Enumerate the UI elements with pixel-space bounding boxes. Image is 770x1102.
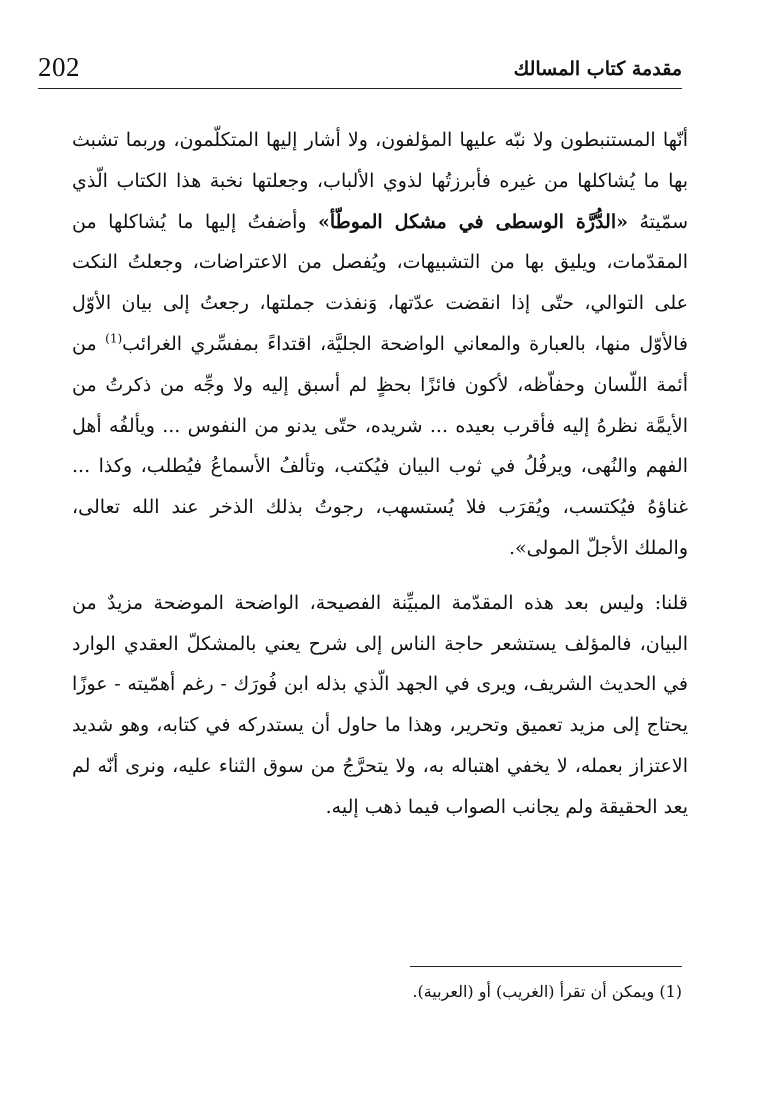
footnote: (1) ويمكن أن تقرأ (الغريب) أو (العربية). (412, 982, 682, 1001)
paragraph-1-part-3: من أئمة اللّسان وحفاّظه، لأكون فائزًا بحظٍ لم أسبق إليه ولا وجِّه من ذكرتُ من الأيمَّة نظرهُ إليه فأقرب بعيده ... شريده، حتّى يدنو من النفوس ... ويألفُه أهل الفهم والنُهى، ويرفُلُ في ثوب البيان فيُكتب، وتألفُ الأسماعُ فيُطلب، وكذا ... غناؤهُ فيُكتسب، ويُقرَب فلا يُستسهب، رجوتُ بذلك الذخر عند الله تعالى، والملك الأجلّ المولى». (72, 332, 688, 559)
paragraph-1 (72, 120, 688, 569)
paragraph-1-part-1: أنّها المستنبطون ولا نبّه عليها المؤلفون، ولا أشار إليها المتكلّمون، وربما تشبث بها ما يُشاكلها من غيره فأبرزتُها لذوي الألباب، وجعلتها نخبة هذا الكتاب الّذي سمّيتهُ (72, 129, 688, 233)
footnote-divider (410, 966, 682, 967)
page-number: 202 (38, 52, 80, 82)
body-text (72, 120, 688, 828)
paragraph-2: قلنا: وليس بعد هذه المقدّمة المبيِّنة الفصيحة، الواضحة الموضحة مزيدٌ من البيان، فالمؤلف يستشعر حاجة الناس إلى شرح يعني بالمشكلّ العقدي الوارد في الحديث الشريف، ويرى في الجهد الّذي بذله ابن فُورَك - رغم أهمّيته - عوزًا يحتاج إلى مزيد تعميق وتحرير، وهذا ما حاول أن يستدركه في كتابه، وهو شديد الاعتزاز بعمله، لا يخفي اهتباله به، ولا يتحرَّجُ من سوق الثناء عليه، ونرى أنّه لم يعد الحقيقة ولم يجانب الصواب فيما ذهب إليه. (72, 591, 688, 818)
paragraph-1-part-2: وأضفتُ إليها ما يُشاكلها من المقدّمات، ويليق بها من التشبيهات، ويُفصل من الاعتراضات، وجعلتُ النكت على التوالي، حتّى إذا انقضت عدّتها، وَنفذت جملتها، رجعتُ إلى بيان الأوّل فالأوّل منها، بالعبارة والمعاني الواضحة الجليَّة، اقتداءً بمفسِّري الغرائب (72, 210, 689, 355)
book-title: «الدُّرَّة الوسطى في مشكل الموطّأ» (318, 210, 628, 233)
footnote-reference: (1) (105, 331, 123, 346)
running-title: مقدمة كتاب المسالك (513, 58, 682, 80)
page-header (38, 52, 682, 89)
